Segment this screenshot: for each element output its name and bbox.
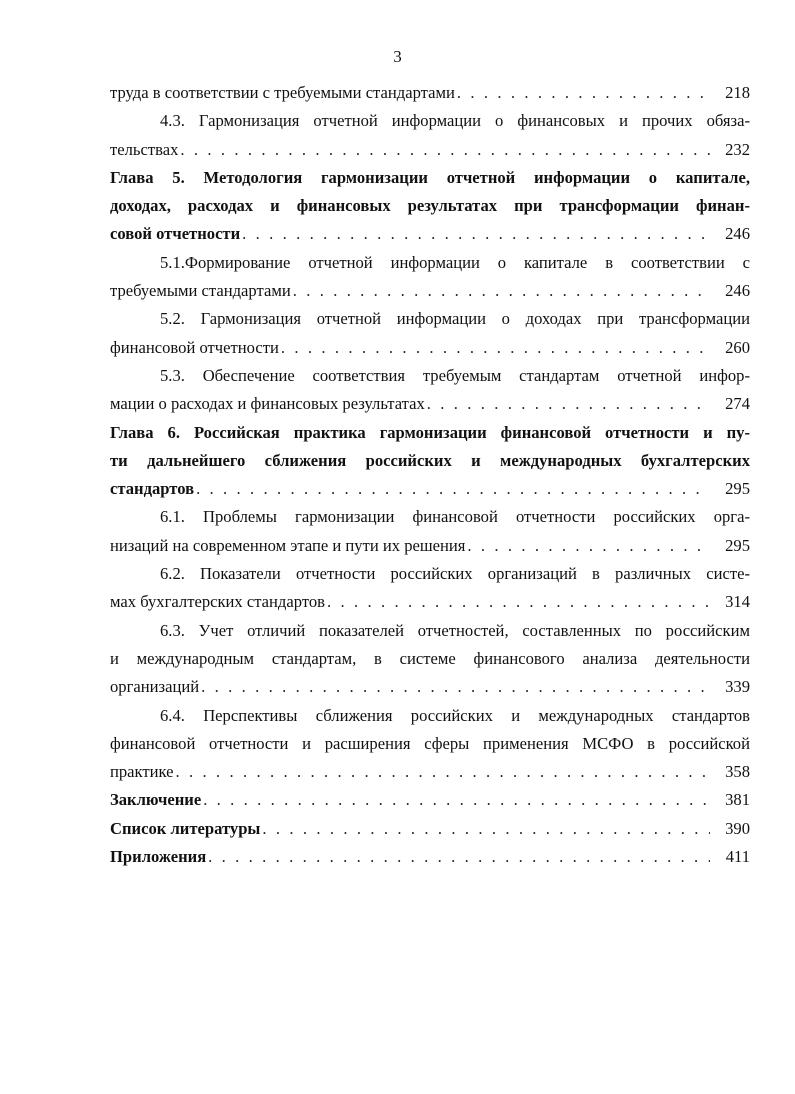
table-of-contents bbox=[110, 79, 750, 871]
toc-page-number: 390 bbox=[725, 818, 750, 838]
dot-leader bbox=[281, 334, 710, 362]
toc-entry-appendices bbox=[110, 843, 750, 871]
toc-entry-text: Список литературы bbox=[110, 818, 261, 838]
toc-page-number: 411 bbox=[725, 847, 750, 867]
page-number: 3 bbox=[393, 47, 402, 66]
toc-entry-text: низаций на современном этапе и пути их решения bbox=[110, 535, 466, 555]
toc-entry-text: мах бухгалтерских стандартов bbox=[110, 592, 325, 612]
dot-leader bbox=[242, 220, 710, 248]
toc-entry-text: практике bbox=[110, 762, 174, 782]
dot-leader bbox=[176, 758, 710, 786]
toc-page-number: 246 bbox=[725, 281, 750, 301]
toc-entry-text: Заключение bbox=[110, 790, 202, 810]
toc-entry-section-5-1 bbox=[110, 249, 750, 306]
toc-entry-text: Глава 5. Методология гармонизации отчетной информации о капитале, bbox=[110, 167, 750, 187]
toc-entry-text: Глава 6. Российская практика гармонизации финансовой отчетности и пу- bbox=[110, 422, 750, 442]
toc-entry-text: труда в соответствии с требуемыми стандартами bbox=[110, 83, 455, 102]
toc-entry-text: стандартов bbox=[110, 479, 195, 499]
toc-entry-text: финансовой отчетности bbox=[110, 337, 279, 357]
toc-page-number: 218 bbox=[725, 83, 750, 102]
toc-entry-continuation bbox=[110, 79, 750, 107]
toc-entry-section-6-3 bbox=[110, 617, 750, 702]
dot-leader bbox=[196, 475, 710, 503]
dot-leader bbox=[262, 815, 710, 843]
toc-entry-section-6-4 bbox=[110, 702, 750, 787]
toc-entry-section-4-3 bbox=[110, 107, 750, 164]
toc-entry-text: 5.2. Гармонизация отчетной информации о доходах при трансформации bbox=[160, 309, 750, 329]
toc-page-number: 274 bbox=[725, 394, 750, 414]
toc-entry-text: 6.1. Проблемы гармонизации финансовой отчетности российских орга- bbox=[160, 507, 750, 527]
toc-entry-text: мации о расходах и финансовых результатах bbox=[110, 394, 425, 414]
toc-page-number: 295 bbox=[725, 535, 750, 555]
toc-entry-text: Приложения bbox=[110, 847, 207, 867]
toc-entry-text: 5.1.Формирование отчетной информации о капитале в соответствии с bbox=[160, 252, 750, 272]
toc-entry-bibliography bbox=[110, 815, 750, 843]
dot-leader bbox=[327, 588, 710, 616]
toc-entry-section-5-3 bbox=[110, 362, 750, 419]
toc-page-number: 381 bbox=[725, 790, 750, 810]
toc-entry-section-5-2 bbox=[110, 305, 750, 362]
toc-entry-text: 6.4. Перспективы сближения российских и международных стандартов bbox=[160, 705, 750, 725]
toc-entry-conclusion bbox=[110, 786, 750, 814]
dot-leader bbox=[180, 136, 710, 164]
toc-page-number: 260 bbox=[725, 337, 750, 357]
toc-entry-text: организаций bbox=[110, 677, 200, 697]
toc-entry-text: доходах, расходах и финансовых результатах при трансформации финан- bbox=[110, 196, 750, 216]
dot-leader bbox=[457, 79, 710, 107]
dot-leader bbox=[293, 277, 710, 305]
toc-entry-section-6-2 bbox=[110, 560, 750, 617]
toc-entry-text: совой отчетности bbox=[110, 224, 241, 244]
toc-entry-chapter-5 bbox=[110, 164, 750, 249]
toc-entry-text: 6.3. Учет отличий показателей отчетностей, составленных по российским bbox=[160, 620, 750, 640]
toc-page-number: 339 bbox=[725, 677, 750, 697]
toc-entry-text: 5.3. Обеспечение соответствия требуемым стандартам отчетной инфор- bbox=[160, 365, 750, 385]
toc-page-number: 314 bbox=[725, 592, 750, 612]
toc-page-number: 246 bbox=[725, 224, 750, 244]
toc-entry-text: финансовой отчетности и расширения сферы применения МСФО в российской bbox=[110, 733, 750, 753]
toc-page-number: 358 bbox=[725, 762, 750, 782]
dot-leader bbox=[201, 673, 710, 701]
toc-entry-text: 6.2. Показатели отчетности российских организаций в различных систе- bbox=[160, 564, 750, 584]
toc-entry-section-6-1 bbox=[110, 503, 750, 560]
dot-leader bbox=[467, 532, 710, 560]
toc-entry-chapter-6 bbox=[110, 419, 750, 504]
toc-page-number: 232 bbox=[725, 139, 750, 159]
toc-entry-text: тельствах bbox=[110, 139, 179, 159]
toc-entry-text: требуемыми стандартами bbox=[110, 281, 291, 301]
dot-leader bbox=[203, 786, 710, 814]
dot-leader bbox=[208, 843, 710, 871]
toc-entry-text: ти дальнейшего сближения российских и международных бухгалтерских bbox=[110, 450, 750, 470]
toc-page-number: 295 bbox=[725, 479, 750, 499]
toc-entry-text: и международным стандартам, в системе финансового анализа деятельности bbox=[110, 648, 750, 668]
dot-leader bbox=[427, 390, 710, 418]
toc-entry-text: 4.3. Гармонизация отчетной информации о финансовых и прочих обяза- bbox=[160, 111, 750, 131]
